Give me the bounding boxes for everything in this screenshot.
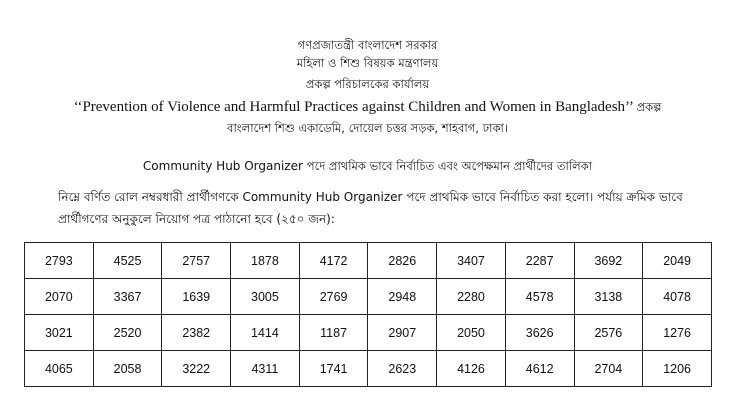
- roll-number-cell: 2769: [299, 279, 368, 315]
- roll-number-cell: 3021: [25, 315, 94, 351]
- project-title-text: ‘‘Prevention of Violence and Harmful Practices against Children and Women in Bangladesh’’: [73, 99, 633, 115]
- roll-number-cell: 3407: [437, 243, 506, 279]
- paragraph-part1: নিম্নে বর্ণিত রোল নম্বরধারী প্রার্থীগণকে: [58, 190, 239, 204]
- roll-number-cell: 2280: [437, 279, 506, 315]
- project-title: [0, 98, 735, 116]
- roll-number-cell: 3692: [574, 243, 643, 279]
- roll-number-cell: 2704: [574, 351, 643, 387]
- roll-number-cell: 1187: [299, 315, 368, 351]
- roll-number-table: [24, 242, 712, 387]
- table-row: [25, 315, 712, 351]
- table-row: [25, 351, 712, 387]
- list-subtitle: [0, 158, 735, 174]
- roll-number-cell: 1414: [231, 315, 300, 351]
- roll-number-cell: 1206: [643, 351, 712, 387]
- roll-number-cell: 1741: [299, 351, 368, 387]
- subtitle-post: Community Hub Organizer: [142, 159, 303, 173]
- roll-number-cell: 3367: [93, 279, 162, 315]
- roll-number-cell: 4172: [299, 243, 368, 279]
- roll-number-cell: 2757: [162, 243, 231, 279]
- roll-number-cell: 2793: [25, 243, 94, 279]
- roll-number-cell: 2623: [368, 351, 437, 387]
- roll-number-cell: 4065: [25, 351, 94, 387]
- ministry-name: মহিলা ও শিশু বিষয়ক মন্ত্রণালয়: [296, 56, 439, 70]
- roll-number-cell: 1639: [162, 279, 231, 315]
- table-row: [25, 243, 712, 279]
- roll-number-cell: 1878: [231, 243, 300, 279]
- roll-number-cell: 2058: [93, 351, 162, 387]
- ministry-government-line: গণপ্রজাতন্ত্রী বাংলাদেশ সরকার: [297, 38, 438, 52]
- roll-number-cell: 4126: [437, 351, 506, 387]
- roll-number-cell: 2050: [437, 315, 506, 351]
- roll-number-cell: 4612: [505, 351, 574, 387]
- roll-number-cell: 2948: [368, 279, 437, 315]
- table-row: [25, 279, 712, 315]
- roll-number-cell: 2576: [574, 315, 643, 351]
- paragraph-post: Community Hub Organizer: [242, 190, 403, 204]
- selection-paragraph: [58, 186, 718, 230]
- roll-number-cell: 2826: [368, 243, 437, 279]
- project-suffix: প্রকল্প: [636, 100, 662, 114]
- office-name: প্রকল্প পরিচালকের কার্যালয়: [305, 77, 430, 91]
- roll-table-body: [25, 243, 712, 387]
- roll-number-cell: 3626: [505, 315, 574, 351]
- roll-number-cell: 3005: [231, 279, 300, 315]
- roll-number-cell: 2070: [25, 279, 94, 315]
- paragraph-part2: পদে প্রাথমিক ভাবে নির্বাচিত করা হলো। পর্যায় ক্রমিক ভাবে প্রার্থীগণের অনুকুলে নিয়োগ পত্র পাঠানো হবে (২৫০ জন):: [58, 190, 683, 226]
- roll-number-cell: 2907: [368, 315, 437, 351]
- roll-number-cell: 3222: [162, 351, 231, 387]
- roll-number-cell: 2382: [162, 315, 231, 351]
- roll-number-cell: 2520: [93, 315, 162, 351]
- roll-number-cell: 3138: [574, 279, 643, 315]
- roll-number-cell: 4578: [505, 279, 574, 315]
- roll-number-cell: 2049: [643, 243, 712, 279]
- roll-number-cell: 4311: [231, 351, 300, 387]
- roll-number-cell: 1276: [643, 315, 712, 351]
- subtitle-text: পদে প্রাথমিক ভাবে নির্বাচিত এবং অপেক্ষমান প্রার্থীদের তালিকা: [306, 159, 593, 173]
- roll-number-cell: 4078: [643, 279, 712, 315]
- roll-number-cell: 4525: [93, 243, 162, 279]
- office-address: বাংলাদেশ শিশু একাডেমি, দোয়েল চত্তর সড়ক, শাহবাগ, ঢাকা।: [227, 121, 508, 135]
- roll-number-cell: 2287: [505, 243, 574, 279]
